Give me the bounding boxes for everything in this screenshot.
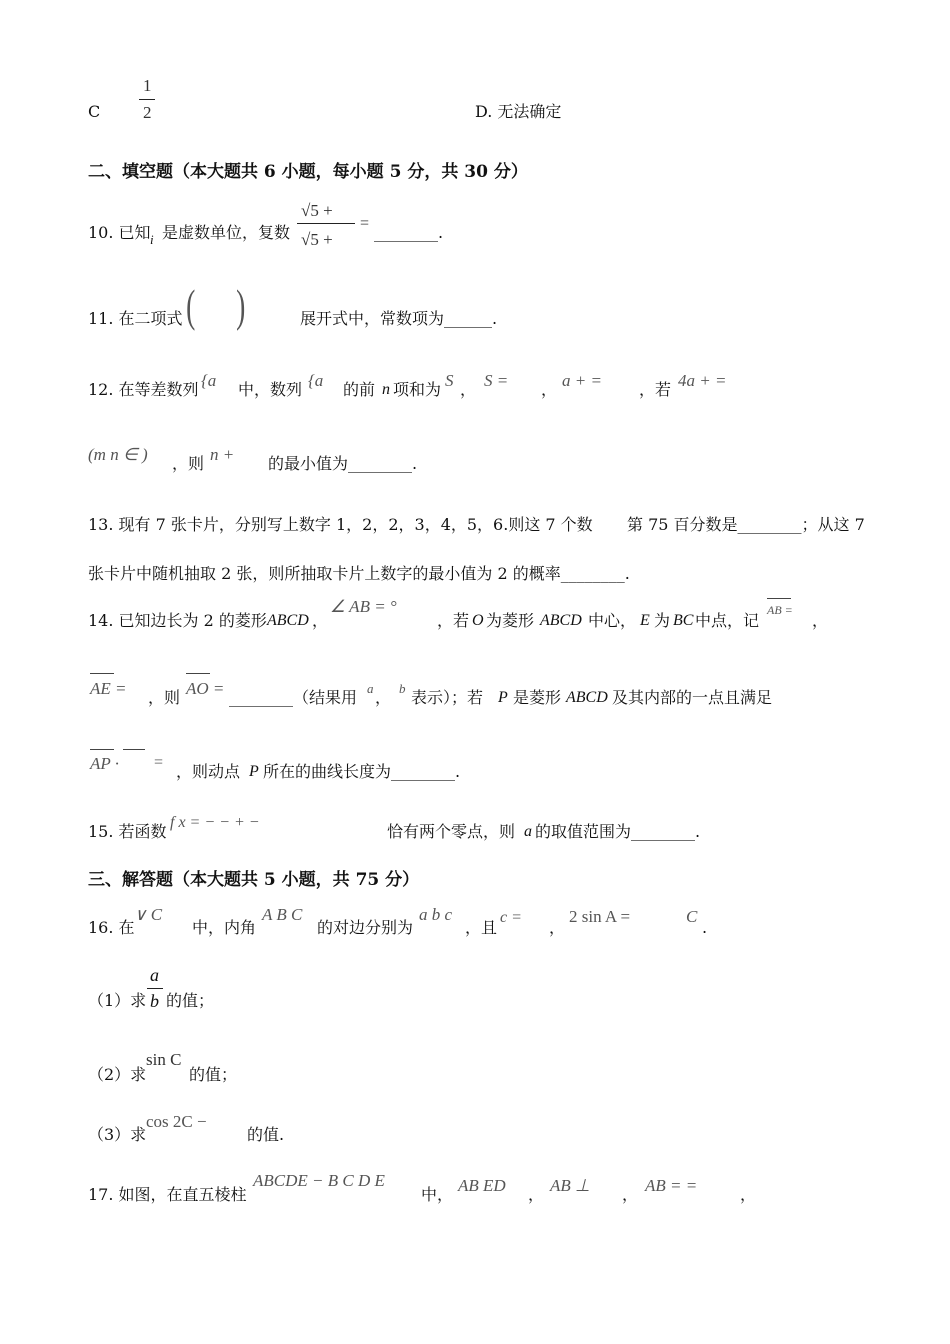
q15-text2: 的取值范围为________.: [535, 822, 701, 841]
q16-2-expr: sin C: [146, 1050, 182, 1069]
q10-denominator: √5 +: [301, 230, 333, 249]
option-c-label: C: [88, 102, 101, 121]
q12-comma1: ，: [460, 380, 477, 399]
q16-2-label: （2）求: [88, 1065, 147, 1084]
q17-c1: ，: [528, 1185, 545, 1204]
q16-tri: ∨ C: [134, 905, 163, 924]
q10-eq: =: [360, 215, 370, 232]
q14-eq: =: [154, 754, 164, 771]
q12-comma2: ，: [541, 380, 558, 399]
q12-S2: S =: [484, 371, 509, 390]
q16-ABC: A B C: [262, 905, 303, 924]
q14-vecAO: AO =: [186, 679, 225, 698]
q16-t3: ，且: [465, 918, 498, 937]
q10-blank: ________.: [374, 223, 444, 242]
q14-t5: 中点，记: [695, 611, 760, 630]
q14-number: 14. 已知边长为 2 的菱形: [88, 611, 267, 630]
q16-1-text: 的值；: [166, 991, 215, 1010]
q14-comma-b: ，: [375, 688, 392, 707]
q16-3-label: （3）求: [88, 1125, 147, 1144]
q13-line2: 张卡片中随机抽取 2 张，则所抽取卡片上数字的最小值为 2 的概率________.: [88, 564, 630, 583]
q15-a: a: [524, 823, 532, 840]
q15-fx: f x = − − + −: [170, 814, 260, 831]
q14-t8: 及其内部的一点且满足: [612, 688, 773, 707]
q12-four-a: 4a + =: [678, 371, 727, 390]
q15-number: 15. 若函数: [88, 822, 167, 841]
q14-t7: 是菱形: [513, 688, 562, 707]
q14-P: P: [498, 689, 508, 706]
q14-t10: 所在的曲线长度为________.: [263, 762, 461, 781]
q16-3-text: 的值.: [247, 1125, 285, 1144]
q11-number: 11. 在二项式: [88, 309, 183, 328]
q12-S1: S: [445, 371, 454, 390]
q13-line1b: 第 75 百分数是________；从这 7: [627, 515, 865, 534]
q10-i: i: [150, 232, 154, 247]
q13-line1: 13. 现有 7 张卡片，分别写上数字 1，2，2，3，4，5，6.则这 7 个数: [88, 515, 593, 534]
q17-ab-perp: AB ⊥: [550, 1176, 590, 1195]
q12-min-text: 的最小值为________.: [268, 454, 418, 473]
q10-fraction-bar: [297, 223, 355, 224]
q17-ab-eq: AB = =: [645, 1176, 698, 1195]
q14-blank1: ________（结果用: [229, 688, 358, 707]
q12-seq1: {a: [201, 371, 217, 390]
q14-P-2: P: [249, 763, 259, 780]
q16-1-den: b: [150, 991, 159, 1011]
q16-1-num: a: [150, 965, 159, 985]
q14-abcd-3: ABCD: [566, 689, 608, 706]
q12-n-plus: n +: [210, 445, 235, 464]
q10-text: 是虚数单位，复数: [162, 223, 291, 242]
q11-text: 展开式中，常数项为______.: [300, 309, 498, 328]
q12-then: ，则: [172, 454, 205, 473]
section3-title: 三、解答题（本大题共 5 小题，共 75 分）: [88, 870, 420, 890]
q17-prism: ABCDE − B C D E: [253, 1171, 385, 1190]
q12-number: 12. 在等差数列: [88, 380, 199, 399]
q14-a: a: [367, 681, 374, 696]
q16-3-expr: cos 2C −: [146, 1112, 207, 1131]
q14-O: O: [472, 612, 484, 629]
q16-1-label: （1）求: [88, 991, 147, 1010]
q12-comma3: ，若: [639, 380, 672, 399]
q14-angle: ∠ AB = °: [330, 597, 397, 616]
option-d-label: D. 无法确定: [475, 102, 562, 121]
q14-E: E: [640, 612, 650, 629]
q17-c2: ，: [622, 1185, 639, 1204]
q16-2-text: 的值；: [189, 1065, 238, 1084]
q14-vec-ab-arrow: [767, 598, 791, 599]
q14-abcd-2: ABCD: [540, 612, 582, 629]
q14-then: ，则: [148, 688, 181, 707]
q16-1-fraction-bar: [147, 988, 163, 989]
q17-ab-ed: AB ED: [458, 1176, 506, 1195]
q15-text: 恰有两个零点，则: [387, 822, 516, 841]
q14-b: b: [399, 681, 406, 696]
q14-vec-ap-arrow: [90, 749, 114, 750]
q12-seq2: {a: [308, 371, 324, 390]
q17-t1: 中，: [421, 1185, 454, 1204]
q12-n: n: [382, 381, 390, 398]
q11-right-paren: ): [236, 280, 246, 331]
q14-vecAB: AB =: [767, 603, 793, 617]
q14-abcd: ABCD: [267, 612, 309, 629]
q14-t4: 为: [654, 611, 671, 630]
q14-vec-ao-arrow: [186, 673, 210, 674]
q14-comma: ，: [812, 611, 829, 630]
section2-title: 二、填空题（本大题共 6 小题，每小题 5 分，共 30 分）: [88, 162, 528, 182]
q16-period: .: [702, 918, 708, 937]
q14-vecAP: AP ·: [90, 754, 119, 773]
q12-mid: 中，数列: [238, 380, 303, 399]
q14-t2: 为菱形: [486, 611, 535, 630]
option-c-fraction-bar: [139, 99, 155, 100]
q16-comma: ，: [549, 918, 566, 937]
q16-t1: 中，内角: [192, 918, 257, 937]
q10-number: 10. 已知: [88, 223, 151, 242]
q16-c-eq: c =: [500, 909, 522, 926]
q14-t1: ，若: [437, 611, 470, 630]
q17-c3: ，: [740, 1185, 757, 1204]
q10-numerator: √5 +: [301, 201, 333, 220]
q12-cond: (m n ∈ ): [88, 445, 148, 464]
q14-BC: BC: [673, 612, 694, 629]
q14-vec-second-arrow: [123, 749, 145, 750]
q16-abc: a b c: [419, 905, 453, 924]
q14-vecAE: AE =: [90, 679, 127, 698]
q12-sum-text: 项和为: [393, 380, 442, 399]
q16-number: 16. 在: [88, 918, 135, 937]
q16-t2: 的对边分别为: [317, 918, 414, 937]
q17-number: 17. 如图，在直五棱柱: [88, 1185, 247, 1204]
q14-t3: 中心，: [588, 611, 637, 630]
q12-front: 的前: [343, 380, 376, 399]
q14-comma0: ，: [312, 611, 329, 630]
q12-a-expr: a + =: [562, 371, 602, 390]
q16-sin-eq: 2 sin A =: [569, 907, 631, 926]
option-c-denominator: 2: [143, 103, 152, 122]
option-c-numerator: 1: [143, 76, 152, 95]
q14-vec-ae-arrow: [90, 673, 114, 674]
q14-t9: ，则动点: [176, 762, 241, 781]
q16-C-end: C: [686, 907, 698, 926]
q11-left-paren: (: [186, 280, 196, 331]
q14-t6: 表示）；若: [411, 688, 484, 707]
